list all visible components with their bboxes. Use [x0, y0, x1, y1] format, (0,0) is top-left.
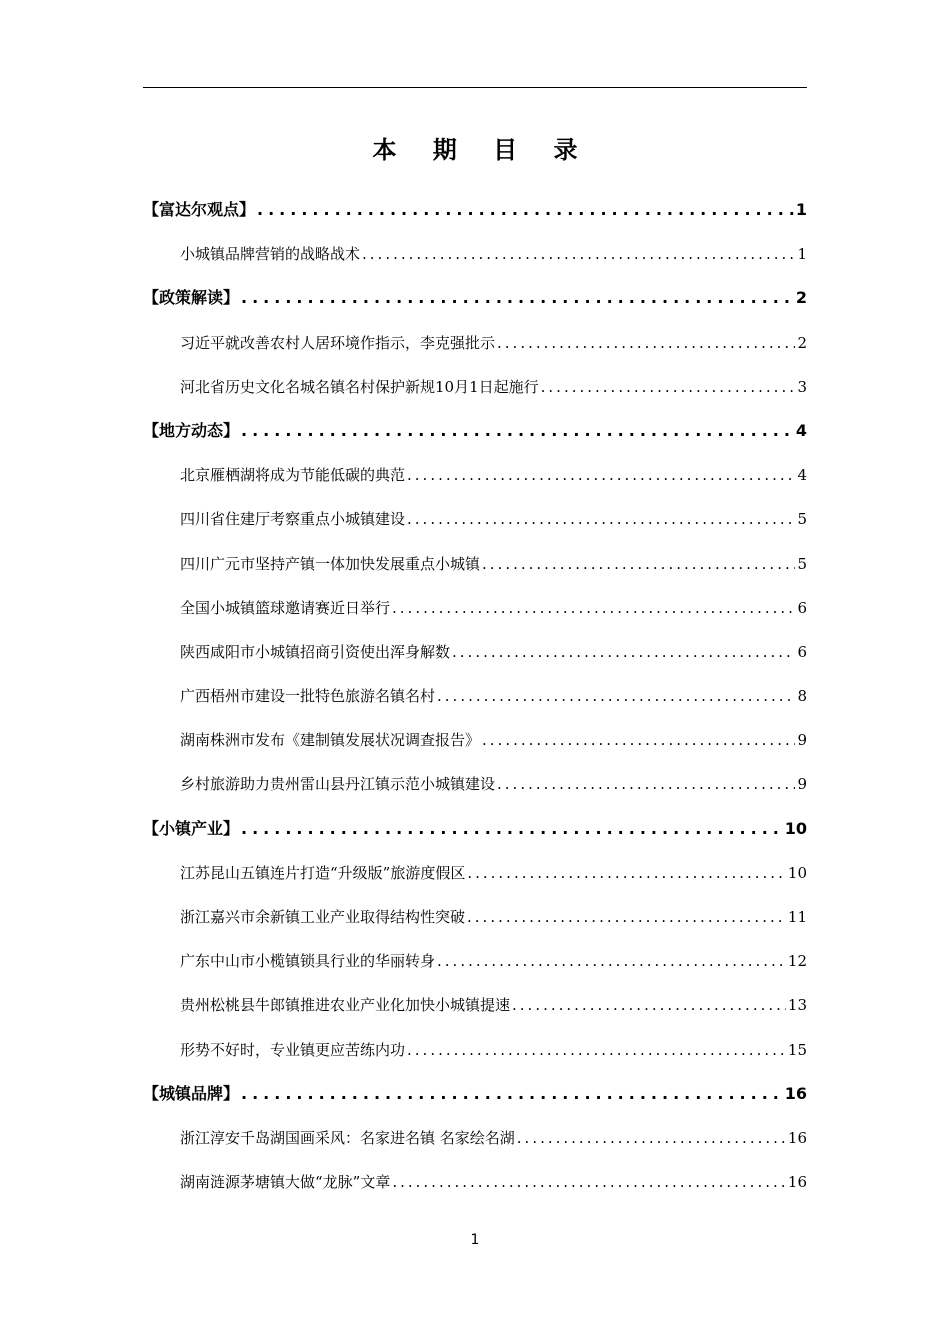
toc-page-number: 1 — [795, 200, 807, 219]
toc-page-number: 5 — [797, 510, 807, 529]
toc-entry[interactable] — [143, 851, 807, 895]
toc-entry[interactable] — [143, 232, 807, 276]
toc-entry[interactable] — [143, 674, 807, 718]
toc-section[interactable] — [143, 188, 807, 232]
toc-leader-dots — [407, 497, 795, 541]
toc-entry-title: 河北省历史文化名城名镇名村保护新规10月1日起施行 — [180, 377, 539, 396]
toc-page-number: 2 — [797, 333, 807, 352]
toc-entry-title: 陕西咸阳市小城镇招商引资使出浑身解数 — [180, 642, 451, 661]
toc-leader-dots — [467, 895, 786, 939]
toc-leader-dots — [482, 718, 795, 762]
toc-leader-dots — [392, 586, 795, 630]
toc-entry-title: 湖南株洲市发布《建制镇发展状况调查报告》 — [180, 731, 481, 750]
toc-entry[interactable] — [143, 1028, 807, 1072]
toc-section-title: 【城镇品牌】 — [143, 1083, 240, 1103]
page-number: 1 — [470, 1232, 480, 1248]
toc-leader-dots — [257, 188, 794, 232]
toc-entry[interactable] — [143, 453, 807, 497]
toc-leader-dots — [497, 762, 795, 806]
toc-leader-dots — [437, 674, 795, 718]
toc-section[interactable] — [143, 807, 807, 851]
toc-page-number: 6 — [797, 598, 807, 617]
toc-leader-dots — [241, 409, 794, 453]
toc-entry-title: 全国小城镇篮球邀请赛近日举行 — [180, 598, 391, 617]
toc-leader-dots — [467, 851, 786, 895]
toc-section[interactable] — [143, 409, 807, 453]
toc-entry-title: 广东中山市小榄镇锁具行业的华丽转身 — [180, 952, 436, 971]
toc-entry[interactable] — [143, 939, 807, 983]
table-of-contents — [143, 188, 807, 1204]
toc-page-number: 9 — [797, 775, 807, 794]
toc-page-number: 16 — [787, 1173, 807, 1192]
toc-leader-dots — [407, 1028, 786, 1072]
toc-page-number: 12 — [787, 952, 807, 971]
toc-leader-dots — [392, 1160, 786, 1204]
toc-page-number: 10 — [784, 818, 807, 838]
toc-page-number: 11 — [787, 908, 807, 926]
toc-entry-title: 形势不好时，专业镇更应苦练内功 — [180, 1040, 406, 1059]
toc-entry[interactable] — [143, 983, 807, 1027]
toc-section-title: 【地方动态】 — [143, 420, 240, 440]
toc-section-title: 【富达尔观点】 — [143, 200, 256, 219]
toc-entry-title: 贵州松桃县牛郎镇推进农业产业化加快小城镇提速 — [180, 996, 511, 1015]
toc-page-number: 3 — [797, 377, 807, 396]
toc-entry[interactable] — [143, 718, 807, 762]
toc-page-number: 5 — [797, 554, 807, 573]
toc-leader-dots — [482, 542, 795, 586]
toc-entry-title: 北京雁栖湖将成为节能低碳的典范 — [180, 466, 406, 485]
toc-leader-dots — [541, 365, 795, 409]
toc-page-number: 9 — [797, 731, 807, 750]
toc-entry[interactable] — [143, 1116, 807, 1160]
toc-page-number: 8 — [797, 687, 807, 706]
toc-section[interactable] — [143, 276, 807, 320]
toc-page-number: 16 — [787, 1128, 807, 1147]
toc-section[interactable] — [143, 1072, 807, 1116]
header-rule — [143, 87, 807, 88]
toc-entry[interactable] — [143, 630, 807, 674]
toc-leader-dots — [512, 983, 786, 1027]
toc-entry[interactable] — [143, 1160, 807, 1204]
toc-entry-title: 江苏昆山五镇连片打造“升级版”旅游度假区 — [180, 863, 466, 882]
toc-entry-title: 四川广元市坚持产镇一体加快发展重点小城镇 — [180, 554, 481, 573]
toc-entry-title: 四川省住建厅考察重点小城镇建设 — [180, 510, 406, 529]
toc-entry-title: 浙江嘉兴市余新镇工业产业取得结构性突破 — [180, 908, 466, 926]
toc-entry[interactable] — [143, 321, 807, 365]
toc-entry[interactable] — [143, 365, 807, 409]
toc-section-title: 【小镇产业】 — [143, 818, 240, 838]
toc-leader-dots — [517, 1116, 786, 1160]
toc-page-number: 2 — [795, 288, 807, 308]
toc-section-title: 【政策解读】 — [143, 288, 240, 308]
toc-page-number: 1 — [797, 245, 807, 264]
toc-page-number: 10 — [787, 863, 807, 882]
toc-page-number: 4 — [797, 466, 807, 485]
page-title: 本 期 目 录 — [372, 136, 592, 164]
toc-entry[interactable] — [143, 895, 807, 939]
toc-page-number: 4 — [795, 420, 807, 440]
toc-leader-dots — [452, 630, 795, 674]
toc-entry[interactable] — [143, 497, 807, 541]
toc-entry-title: 广西梧州市建设一批特色旅游名镇名村 — [180, 687, 436, 706]
toc-entry-title: 乡村旅游助力贵州雷山县丹江镇示范小城镇建设 — [180, 775, 496, 794]
toc-entry-title: 浙江淳安千岛湖国画采风：名家进名镇 名家绘名湖 — [180, 1128, 515, 1147]
toc-leader-dots — [437, 939, 786, 983]
toc-entry-title: 小城镇品牌营销的战略战术 — [180, 245, 361, 264]
toc-leader-dots — [241, 276, 794, 320]
toc-leader-dots — [497, 321, 795, 365]
toc-entry[interactable] — [143, 586, 807, 630]
toc-leader-dots — [241, 1072, 783, 1116]
toc-leader-dots — [407, 453, 795, 497]
toc-page-number: 16 — [784, 1083, 807, 1103]
toc-entry-title: 湖南涟源茅塘镇大做“龙脉”文章 — [180, 1173, 391, 1192]
toc-page-number: 13 — [787, 996, 807, 1015]
toc-leader-dots — [241, 807, 783, 851]
toc-leader-dots — [362, 232, 795, 276]
toc-entry-title: 习近平就改善农村人居环境作指示，李克强批示 — [180, 333, 496, 352]
toc-entry[interactable] — [143, 762, 807, 806]
toc-page-number: 6 — [797, 642, 807, 661]
toc-page-number: 15 — [787, 1040, 807, 1059]
toc-entry[interactable] — [143, 542, 807, 586]
